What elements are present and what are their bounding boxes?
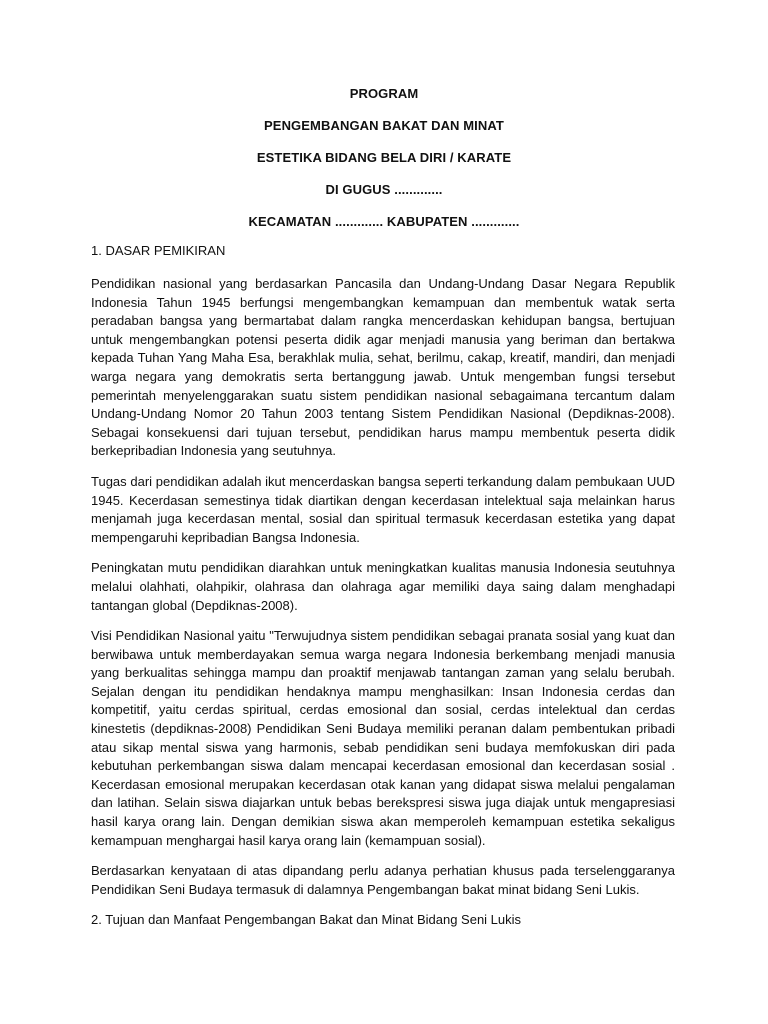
header-title: PENGEMBANGAN BAKAT DAN MINAT	[264, 118, 504, 133]
section-title-dasar-pemikiran: 1. DASAR PEMIKIRAN	[91, 243, 226, 258]
document-header	[0, 86, 768, 246]
document-body	[91, 242, 675, 944]
paragraph: Peningkatan mutu pendidikan diarahkan untuk meningkatkan kualitas manusia Indonesia seutuhnya melalui olahhati, olahpikir, olahrasa dan olahraga agar memiliki daya saing dalam menghadapi tantangan global (Depdiknas-2008).	[91, 560, 675, 613]
paragraph: Pendidikan nasional yang berdasarkan Pancasila dan Undang-Undang Dasar Negara Republik Indonesia Tahun 1945 berfungsi mengembangkan kemampuan dan membentuk watak serta peradaban bangsa yang bermartabat dalam rangka mencerdaskan kehidupan bangsa, bertujuan untuk mengembangkan potensi peserta didik agar menjadi manusia yang beriman dan bertakwa kepada Tuhan Yang Maha Esa, berakhlak mulia, sehat, berilmu, cakap, kreatif, mandiri, dan menjadi warga negara yang demokratis serta bertanggung jawab. Untuk mengemban fungsi tersebut pemerintah menyelenggarakan suatu sistem pendidikan nasional sebagaimana tercantum dalam Undang-Undang Nomor 20 Tahun 2003 tentang Sistem Pendidikan Nasional (Depdiknas-2008). Sebagai konsekuensi dari tujuan tersebut, pendidikan harus mampu membentuk peserta didik berkepribadian Indonesia yang seutuhnya.	[91, 276, 675, 459]
header-location: KECAMATAN ............. KABUPATEN .............	[248, 214, 520, 229]
section-title-tujuan-manfaat: 2. Tujuan dan Manfaat Pengembangan Bakat dan Minat Bidang Seni Lukis	[91, 912, 522, 928]
paragraph: Visi Pendidikan Nasional yaitu "Terwujudnya sistem pendidikan sebagai pranata sosial yang kuat dan berwibawa untuk memberdayakan semua warga negara Indonesia berkembang menjadi manusia yang berkualitas sehingga mampu dan proaktif menjawab tantangan zaman yang selalu berubah. Sejalan dengan itu pendidikan hendaknya mampu menghasilkan: Insan Indonesia cerdas dan kompetitif, yaitu cerdas spiritual, cerdas emosional dan sosial, cerdas intelektual dan cerdas kinestetis (depdiknas-2008) Pendidikan Seni Budaya memiliki peranan dalam pembentukan pribadi atau sikap mental siswa yang harmonis, sebab pendidikan seni budaya memfokuskan diri pada kebutuhan perkembangan siswa dalam mencapai kecerdasan emosional dan kecerdasan sosial . Kecerdasan emosional merupakan kecerdasan otak kanan yang didapat siswa melalui pengalaman dan latihan. Selain siswa diajarkan untuk bebas berekspresi siswa juga diajak untuk mengapresiasi hasil karya orang lain. Dengan demikian siswa akan memperoleh kemampuan estetika sekaligus kemampuan menghargai hasil karya orang lain (kemampuan sosial).	[91, 628, 675, 848]
header-subtitle: ESTETIKA BIDANG BELA DIRI / KARATE	[256, 150, 512, 165]
header-program: PROGRAM	[349, 86, 419, 101]
paragraph: Berdasarkan kenyataan di atas dipandang perlu adanya perhatian khusus pada terselenggaranya Pendidikan Seni Budaya termasuk di dalamnya Pengembangan bakat minat bidang Seni Lukis.	[91, 863, 675, 897]
header-gugus: DI GUGUS .............	[325, 182, 443, 197]
paragraph: Tugas dari pendidikan adalah ikut mencerdaskan bangsa seperti terkandung dalam pembukaan UUD 1945. Kecerdasan semestinya tidak diartikan dengan kecerdasan intelektual saja melainkan harus menjamah juga kecerdasan mental, sosial dan spiritual termasuk kecerdasan estetika yang dapat mempengaruhi kepribadian Bangsa Indonesia.	[91, 473, 675, 545]
